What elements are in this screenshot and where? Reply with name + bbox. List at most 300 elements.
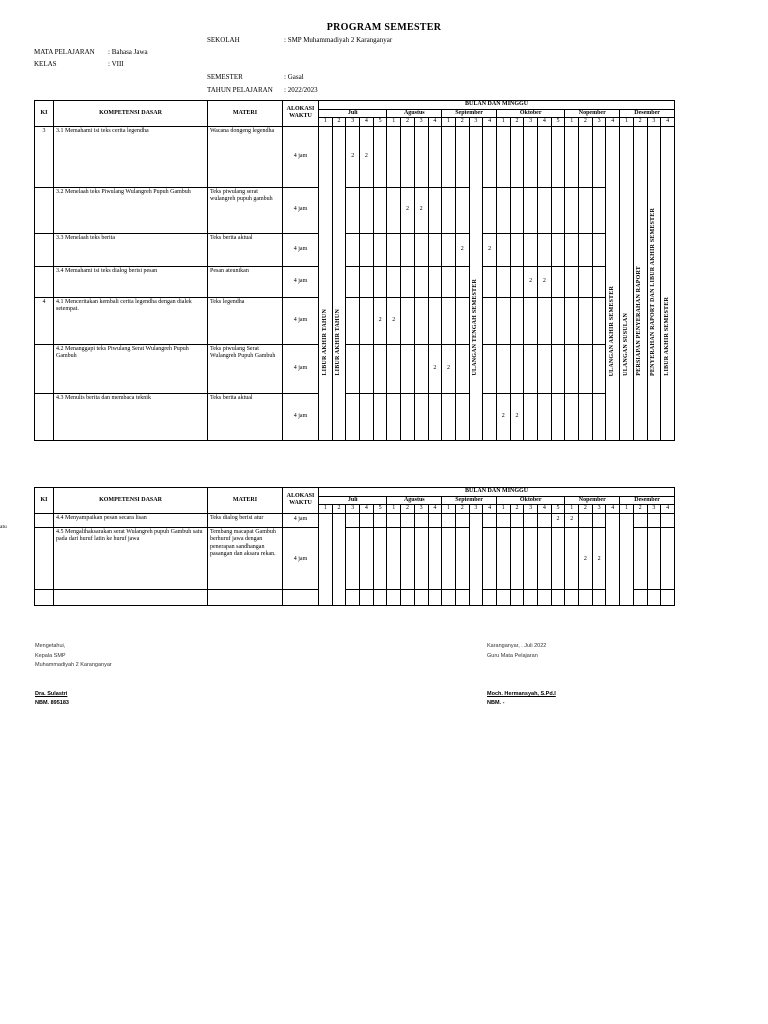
schedule-cell [428, 233, 442, 266]
month-september: September [442, 109, 497, 118]
header-row [35, 488, 675, 497]
vertical-label-libur-akhir-tahun-2: LIBUR AKHIR TAHUN [335, 309, 342, 376]
footer-right-line-2: Guru Mata Pelajaran [487, 653, 538, 659]
schedule-cell [592, 393, 606, 440]
col-bulan-header: BULAN DAN MINGGU [319, 101, 675, 110]
schedule-cell [483, 393, 497, 440]
schedule-cell [565, 527, 579, 589]
schedule-cell [524, 344, 538, 393]
week-number: 4 [606, 118, 620, 127]
week-number: 2 [401, 505, 415, 514]
schedule-cell [401, 233, 415, 266]
schedule-cell: 2 [442, 344, 456, 393]
schedule-cell [442, 126, 456, 187]
schedule-cell [346, 233, 360, 266]
week-number: 3 [524, 118, 538, 127]
waktu-cell: 4 jam [283, 393, 319, 440]
schedule-cell-merged [332, 513, 346, 605]
col-alokasi-header: ALOKASI WAKTU [283, 101, 319, 127]
kelas-label: KELAS [34, 60, 57, 68]
schedule-cell [414, 344, 428, 393]
schedule-cell [496, 233, 510, 266]
week-number: 4 [538, 118, 552, 127]
schedule-cell [401, 513, 415, 527]
schedule-cell [565, 233, 579, 266]
schedule-cell: 2 [346, 126, 360, 187]
month-agustus: Agustus [387, 496, 442, 505]
vertical-label-cell [647, 126, 661, 440]
week-number: 4 [428, 505, 442, 514]
week-number: 4 [360, 118, 374, 127]
schedule-cell [442, 187, 456, 233]
schedule-cell: 2 [565, 513, 579, 527]
schedule-cell [483, 513, 497, 527]
col-ki-header: KI [35, 101, 54, 127]
schedule-cell [524, 527, 538, 589]
schedule-cell [579, 344, 593, 393]
schedule-cell [592, 233, 606, 266]
waktu-cell: 4 jam [283, 527, 319, 589]
schedule-cell [346, 527, 360, 589]
schedule-cell [373, 527, 387, 589]
schedule-cell [346, 513, 360, 527]
schedule-cell [579, 126, 593, 187]
schedule-cell [373, 233, 387, 266]
schedule-cell [483, 266, 497, 297]
schedule-cell [442, 297, 456, 344]
kd-cell: 4.1 Menceritakan kembali cerita legendha dengan dialek setempat. [54, 297, 208, 344]
vertical-label-libur-akhir-semester: LIBUR AKHIR SEMESTER [663, 297, 670, 376]
materi-cell: Wacana dongeng legendha [208, 126, 283, 187]
schedule-cell [524, 393, 538, 440]
schedule-cell [483, 187, 497, 233]
week-number: 5 [373, 505, 387, 514]
schedule-cell [538, 344, 552, 393]
schedule-cell [401, 297, 415, 344]
schedule-cell [401, 589, 415, 605]
schedule-cell [346, 393, 360, 440]
schedule-cell [496, 344, 510, 393]
schedule-cell [455, 187, 469, 233]
week-number: 1 [620, 505, 634, 514]
week-number: 2 [401, 118, 415, 127]
semester-label: SEMESTER [207, 73, 243, 81]
vertical-label-persiapan-rapor: PERSIAPAN PENYERAHAN RAPORT [636, 266, 643, 376]
ki-cell: 3 [35, 126, 54, 187]
schedule-cell-merged [620, 513, 634, 605]
ki-cell [35, 187, 54, 233]
schedule-cell [551, 233, 565, 266]
schedule-cell [442, 527, 456, 589]
schedule-cell [455, 393, 469, 440]
vertical-label-cell [332, 126, 346, 440]
week-number: 5 [551, 505, 565, 514]
schedule-cell [510, 513, 524, 527]
schedule-cell [551, 126, 565, 187]
week-number: 5 [551, 118, 565, 127]
kd-cell: 3.1 Memahami isi teks cerita legendha [54, 126, 208, 187]
schedule-cell [360, 266, 374, 297]
ki-cell [35, 233, 54, 266]
schedule-cell-merged [606, 513, 620, 605]
col-bulan-header: BULAN DAN MINGGU [319, 488, 675, 497]
schedule-cell [551, 266, 565, 297]
schedule-cell [551, 393, 565, 440]
semester-value: : Gasal [284, 73, 304, 81]
col-alokasi-header: ALOKASI WAKTU [283, 488, 319, 514]
schedule-cell [565, 393, 579, 440]
schedule-cell [565, 266, 579, 297]
vertical-label-cell [661, 126, 675, 440]
col-materi-header: MATERI [208, 101, 283, 127]
schedule-cell [524, 233, 538, 266]
month-juli: Juli [319, 496, 387, 505]
side-fragment: atu [0, 524, 7, 530]
schedule-cell [455, 513, 469, 527]
schedule-cell: 2 [401, 187, 415, 233]
schedule-cell [401, 527, 415, 589]
schedule-cell [346, 266, 360, 297]
waktu-cell [283, 589, 319, 605]
week-number: 3 [346, 118, 360, 127]
week-number: 3 [414, 118, 428, 127]
kd-cell: 3.4 Memahami isi teks dialog berisi pesan [54, 266, 208, 297]
schedule-cell [387, 589, 401, 605]
schedule-cell [592, 266, 606, 297]
schedule-cell [455, 266, 469, 297]
schedule-cell [524, 187, 538, 233]
schedule-cell [483, 344, 497, 393]
schedule-cell [510, 233, 524, 266]
table-row [35, 589, 675, 605]
schedule-cell [373, 513, 387, 527]
schedule-cell [510, 344, 524, 393]
schedule-cell [551, 297, 565, 344]
schedule-cell [661, 513, 675, 527]
program-table-1 [34, 100, 675, 441]
schedule-cell [592, 187, 606, 233]
schedule-cell [538, 513, 552, 527]
schedule-cell [373, 187, 387, 233]
schedule-cell [387, 344, 401, 393]
table-row [35, 393, 675, 440]
schedule-cell [647, 513, 661, 527]
schedule-cell [510, 589, 524, 605]
schedule-cell [360, 187, 374, 233]
schedule-cell [524, 297, 538, 344]
waktu-cell: 4 jam [283, 126, 319, 187]
ki-cell [35, 527, 54, 589]
schedule-cell-merged [469, 513, 483, 605]
waktu-cell: 4 jam [283, 297, 319, 344]
schedule-cell [428, 266, 442, 297]
schedule-cell [496, 126, 510, 187]
materi-cell: Teks berita aktual [208, 233, 283, 266]
waktu-cell: 4 jam [283, 187, 319, 233]
week-number: 1 [387, 505, 401, 514]
schedule-cell: 2 [455, 233, 469, 266]
schedule-cell [373, 266, 387, 297]
schedule-cell [565, 297, 579, 344]
schedule-cell: 2 [428, 344, 442, 393]
week-number: 2 [510, 505, 524, 514]
month-juli: Juli [319, 109, 387, 118]
schedule-cell [346, 297, 360, 344]
week-number: 1 [565, 118, 579, 127]
schedule-cell [455, 527, 469, 589]
ki-cell [35, 589, 54, 605]
schedule-cell [565, 589, 579, 605]
schedule-cell [496, 266, 510, 297]
schedule-cell [387, 527, 401, 589]
kd-cell: 4.2 Menanggapi teks Piwulang Serat Wulangreh Pupuh Gambuh [54, 344, 208, 393]
schedule-cell [647, 589, 661, 605]
vertical-label-penyerahan-rapor: PENYERAHAN RAPORT DAN LIBUR AKHIR SEMESTER [650, 208, 657, 376]
waktu-cell: 4 jam [283, 233, 319, 266]
schedule-cell [428, 527, 442, 589]
vertical-label-cell [469, 126, 483, 440]
schedule-cell [360, 527, 374, 589]
week-number: 3 [414, 505, 428, 514]
week-number: 1 [620, 118, 634, 127]
table-row [35, 126, 675, 187]
schedule-cell [414, 527, 428, 589]
schedule-cell [401, 344, 415, 393]
schedule-cell [442, 393, 456, 440]
schedule-cell [401, 266, 415, 297]
schedule-cell [387, 187, 401, 233]
schedule-cell [592, 297, 606, 344]
mapel-label: MATA PELAJARAN [34, 48, 95, 56]
week-number: 1 [442, 505, 456, 514]
kd-cell: 3.3 Menelaah teks berita [54, 233, 208, 266]
schedule-cell [360, 233, 374, 266]
week-number: 1 [496, 118, 510, 127]
schedule-cell [360, 393, 374, 440]
schedule-cell: 2 [579, 527, 593, 589]
schedule-cell [633, 513, 647, 527]
table-row [35, 344, 675, 393]
schedule-cell [592, 513, 606, 527]
kd-cell: 3.2 Menelaah teks Piwulang Wulangreh Pupuh Gambuh [54, 187, 208, 233]
waktu-cell: 4 jam [283, 513, 319, 527]
week-number: 5 [373, 118, 387, 127]
ki-cell [35, 513, 54, 527]
vertical-label-ulangan-susulan: ULANGAN SUSULAN [622, 313, 629, 376]
schedule-cell [524, 589, 538, 605]
week-number: 3 [592, 118, 606, 127]
week-number: 4 [483, 505, 497, 514]
week-number: 3 [647, 118, 661, 127]
sekolah-label: SEKOLAH [207, 36, 240, 44]
schedule-cell [387, 266, 401, 297]
month-desember: Desember [620, 109, 675, 118]
schedule-cell [428, 187, 442, 233]
table-row [35, 233, 675, 266]
schedule-cell [428, 589, 442, 605]
schedule-cell [592, 589, 606, 605]
schedule-cell [346, 344, 360, 393]
schedule-cell [414, 126, 428, 187]
schedule-cell [579, 513, 593, 527]
schedule-cell [428, 393, 442, 440]
footer-left-line-1: Mengetahui, [35, 643, 66, 649]
schedule-cell [387, 393, 401, 440]
week-number: 2 [455, 118, 469, 127]
footer-right-line-1: Karanganyar, . Juli 2022 [487, 643, 547, 649]
schedule-cell [387, 233, 401, 266]
schedule-cell [579, 187, 593, 233]
mapel-value: : Bahasa Jawa [108, 48, 148, 56]
schedule-cell [455, 297, 469, 344]
schedule-cell: 2 [538, 266, 552, 297]
schedule-cell: 2 [551, 513, 565, 527]
week-number: 2 [332, 118, 346, 127]
month-desember: Desember [620, 496, 675, 505]
schedule-cell [360, 589, 374, 605]
week-number: 1 [319, 118, 333, 127]
schedule-cell [510, 297, 524, 344]
schedule-cell [538, 393, 552, 440]
footer-left-name: Dra. Sulastri [35, 691, 68, 697]
schedule-cell [360, 513, 374, 527]
schedule-cell [551, 187, 565, 233]
week-number: 1 [387, 118, 401, 127]
schedule-cell [633, 589, 647, 605]
schedule-cell [565, 126, 579, 187]
week-number: 2 [510, 118, 524, 127]
page-title: PROGRAM SEMESTER [326, 22, 442, 33]
footer-right-nbm: NBM. - [487, 700, 505, 706]
materi-cell: Teks dialog berisi atur [208, 513, 283, 527]
materi-cell [208, 589, 283, 605]
schedule-cell [455, 126, 469, 187]
month-nopember: Nopember [565, 109, 620, 118]
vertical-label-cell [633, 126, 647, 440]
tahun-label: TAHUN PELAJARAN [207, 86, 273, 94]
table-row [35, 297, 675, 344]
schedule-cell: 2 [387, 297, 401, 344]
week-number: 4 [538, 505, 552, 514]
schedule-cell [346, 589, 360, 605]
schedule-cell [551, 344, 565, 393]
schedule-cell [455, 589, 469, 605]
schedule-cell [661, 527, 675, 589]
schedule-cell [579, 266, 593, 297]
schedule-cell [510, 187, 524, 233]
schedule-cell [414, 266, 428, 297]
schedule-cell [346, 187, 360, 233]
month-september: September [442, 496, 497, 505]
schedule-cell [633, 527, 647, 589]
schedule-cell [373, 589, 387, 605]
month-nopember: Nopember [565, 496, 620, 505]
waktu-cell: 4 jam [283, 266, 319, 297]
materi-cell: Teks piwulang Serat Wulangreh Pupuh Gambuh [208, 344, 283, 393]
footer-right-name: Moch. Hermansyah, S.Pd.I [487, 691, 556, 697]
vertical-label-ulangan-akhir-semester: ULANGAN AKHIR SEMESTER [609, 285, 616, 376]
kd-cell: 4.3 Menulis berita dan membaca teknik [54, 393, 208, 440]
week-number: 2 [633, 505, 647, 514]
materi-cell: Tembang macapat Gambuh berhuruf jawa dengan penerapan sandhangan pasangan dan aksara rekan. [208, 527, 283, 589]
schedule-cell: 2 [496, 393, 510, 440]
schedule-cell [496, 297, 510, 344]
table-row [35, 527, 675, 589]
schedule-cell [483, 589, 497, 605]
materi-cell: Teks piwulang serat wulangreh pupuh gambuh [208, 187, 283, 233]
schedule-cell [496, 513, 510, 527]
schedule-cell: 2 [510, 393, 524, 440]
schedule-cell [387, 126, 401, 187]
schedule-cell [538, 527, 552, 589]
materi-cell: Teks berita aktual [208, 393, 283, 440]
schedule-cell [579, 233, 593, 266]
schedule-cell [592, 126, 606, 187]
materi-cell: Pesan ateunikan [208, 266, 283, 297]
vertical-label-cell [319, 126, 333, 440]
schedule-cell [579, 589, 593, 605]
schedule-cell-merged [319, 513, 333, 605]
schedule-cell [538, 297, 552, 344]
week-number: 3 [524, 505, 538, 514]
schedule-cell [647, 527, 661, 589]
schedule-cell: 2 [373, 297, 387, 344]
sekolah-value: : SMP Muhammadiyah 2 Karanganyar [284, 36, 393, 44]
vertical-label-cell [620, 126, 634, 440]
schedule-cell [551, 589, 565, 605]
month-oktober: Oktober [496, 496, 564, 505]
schedule-cell [414, 393, 428, 440]
week-number: 4 [360, 505, 374, 514]
schedule-cell [510, 266, 524, 297]
schedule-cell [565, 344, 579, 393]
col-materi-header: MATERI [208, 488, 283, 514]
schedule-cell [524, 513, 538, 527]
schedule-cell [360, 344, 374, 393]
schedule-cell [442, 233, 456, 266]
ki-cell [35, 344, 54, 393]
week-number: 2 [579, 118, 593, 127]
schedule-cell: 2 [592, 527, 606, 589]
schedule-cell [510, 527, 524, 589]
schedule-cell [442, 589, 456, 605]
schedule-cell [442, 513, 456, 527]
schedule-cell [428, 126, 442, 187]
schedule-cell [483, 297, 497, 344]
schedule-cell [538, 126, 552, 187]
schedule-cell [428, 513, 442, 527]
footer-left-nbm: NBM. 895183 [35, 700, 69, 706]
vertical-label-ulangan-tengah-semester: ULANGAN TENGAH SEMESTER [472, 279, 479, 376]
schedule-cell [414, 513, 428, 527]
schedule-cell [483, 126, 497, 187]
schedule-cell [510, 126, 524, 187]
schedule-cell [538, 187, 552, 233]
kd-cell [54, 589, 208, 605]
col-kd-header: KOMPETENSI DASAR [54, 488, 208, 514]
schedule-cell [414, 233, 428, 266]
schedule-cell [414, 589, 428, 605]
tahun-value: : 2022/2023 [284, 86, 318, 94]
table-row [35, 513, 675, 527]
schedule-cell [496, 589, 510, 605]
schedule-cell [428, 297, 442, 344]
col-ki-header: KI [35, 488, 54, 514]
week-number: 3 [647, 505, 661, 514]
schedule-cell [538, 589, 552, 605]
week-number: 4 [661, 118, 675, 127]
ki-cell: 4 [35, 297, 54, 344]
